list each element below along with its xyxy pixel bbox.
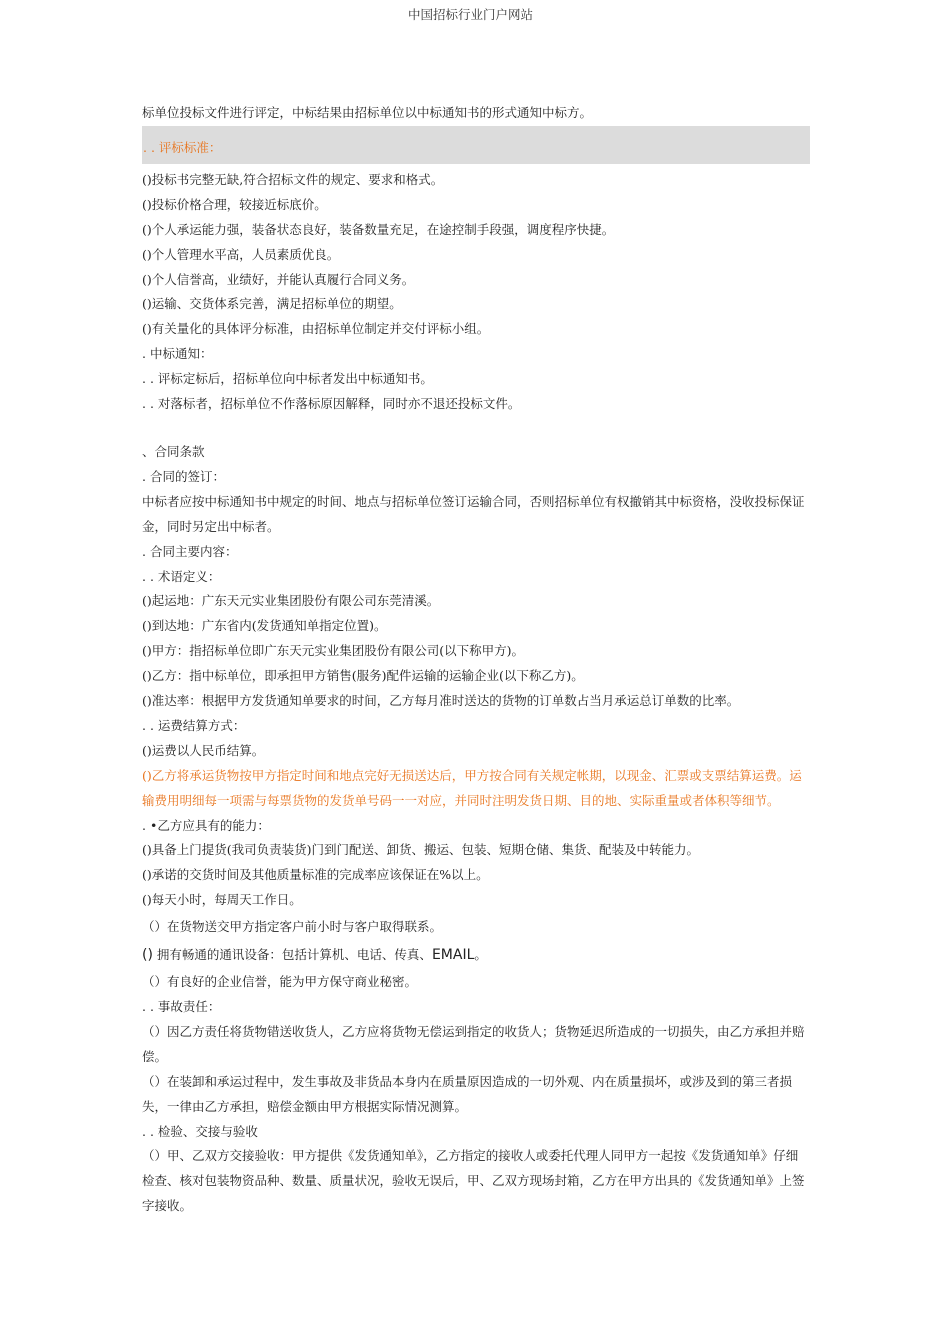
ability-item: ()具备上门提货(我司负责装货)门到门配送、卸货、搬运、包装、短期仓储、集货、配装及中转能力。	[142, 842, 700, 858]
accident-item: （）因乙方责任将货物错送收货人，乙方应将货物无偿运到指定的收货人；货物延迟所造成的一切损失，由乙方承担并赔偿。	[142, 1023, 805, 1064]
accident-heading: . . 事故责任：	[142, 999, 221, 1014]
criteria-item: ()个人信誉高，业绩好，并能认真履行合同义务。	[142, 271, 415, 287]
document-body	[142, 101, 810, 1219]
intro-line: 标单位投标文件进行评定，中标结果由招标单位以中标通知书的形式通知中标方。	[142, 105, 593, 120]
eval-criteria-heading: . . 评标标准：	[142, 126, 810, 164]
signing-text: 中标者应按中标通知书中规定的时间、地点与招标单位签订运输合同，否则招标单位有权撤销其中标资格，没收投标保证金，同时另定出中标者。	[142, 493, 805, 534]
comm-email: EMAIL	[431, 947, 475, 964]
term-item: ()到达地：广东省内(发货通知单指定位置)。	[142, 618, 387, 634]
fee-settlement-text: ()乙方将承运货物按甲方指定时间和地点完好无损送达后，甲方按合同有关规定帐期，以现金、汇票或支票结算运费。运输费用明细每一项需与每票货物的发货单号码一一对应，并同时注明发货日期、目的地、实际重量或者体积等细节。	[142, 767, 802, 808]
criteria-item: ()运输、交货体系完善，满足招标单位的期望。	[142, 296, 402, 312]
comm-paren: ()	[142, 947, 153, 964]
communication-item	[142, 940, 810, 970]
notice-item: . . 评标定标后，招标单位向中标者发出中标通知书。	[142, 371, 433, 387]
ability-item: ()承诺的交货时间及其他质量标准的完成率应该保证在%以上。	[142, 867, 489, 883]
ability-heading: . •乙方应具有的能力：	[142, 817, 270, 833]
comm-end: 。	[474, 947, 487, 963]
criteria-item: ()个人管理水平高，人员素质优良。	[142, 246, 340, 262]
ability-item: ()每天小时，每周天工作日。	[142, 892, 302, 908]
inspection-item: （）甲、乙双方交接验收：甲方提供《发货通知单》，乙方指定的接收人或委托代理人同甲方一起按《发货通知单》仔细检查、核对包装物资品种、数量、质量状况，验收无误后，甲、乙双方现场封箱，乙方在甲方出具的《发货通知单》上签字接收。	[142, 1148, 805, 1214]
main-content-heading: . 合同主要内容：	[142, 543, 238, 559]
term-item: ()乙方：指中标单位，即承担甲方销售(服务)配件运输的运输企业(以下称乙方)。	[142, 668, 584, 684]
fee-rmb: ()运费以人民币结算。	[142, 742, 265, 758]
inspection-heading: . . 检验、交接与验收	[142, 1123, 258, 1139]
notice-item: . . 对落标者，招标单位不作落标原因解释，同时亦不退还投标文件。	[142, 396, 521, 412]
accident-item: （）在装卸和承运过程中，发生事故及非货品本身内在质量原因造成的一切外观、内在质量损坏，或涉及到的第三者损失，一律由乙方承担，赔偿金额由甲方根据实际情况测算。	[142, 1073, 793, 1114]
criteria-item: ()有关量化的具体评分标准，由招标单位制定并交付评标小组。	[142, 321, 490, 337]
signing-heading: . 合同的签订：	[142, 468, 225, 484]
notice-heading: . 中标通知：	[142, 346, 213, 362]
criteria-item: ()投标书完整无缺,符合招标文件的规定、要求和格式。	[142, 171, 444, 187]
term-item: ()甲方：指招标单位即广东天元实业集团股份有限公司(以下称甲方)。	[142, 643, 525, 659]
site-title: 中国招标行业门户网站	[408, 7, 534, 22]
term-item: ()起运地：广东天元实业集团股份有限公司东莞清溪。	[142, 593, 440, 609]
comm-text: 拥有畅通的通讯设备：包括计算机、电话、传真、	[156, 947, 432, 963]
terms-heading: . . 术语定义：	[142, 568, 221, 584]
criteria-item: ()个人承运能力强，装备状态良好，装备数量充足，在途控制手段强，调度程序快捷。	[142, 221, 615, 237]
criteria-list	[142, 168, 810, 342]
fee-heading: . . 运费结算方式：	[142, 717, 246, 733]
criteria-item: ()投标价格合理，较接近标底价。	[142, 196, 327, 212]
term-item: ()准达率：根据甲方发货通知单要求的时间，乙方每月准时送达的货物的订单数占当月承运总订单数的比率。	[142, 693, 740, 709]
contract-heading: 、合同条款	[142, 443, 205, 459]
credit-item: （）有良好的企业信誉，能为甲方保守商业秘密。	[142, 974, 418, 990]
site-header	[408, 6, 538, 23]
ability-item: （）在货物送交甲方指定客户前小时与客户取得联系。	[142, 919, 443, 935]
section-spacer	[142, 417, 810, 440]
